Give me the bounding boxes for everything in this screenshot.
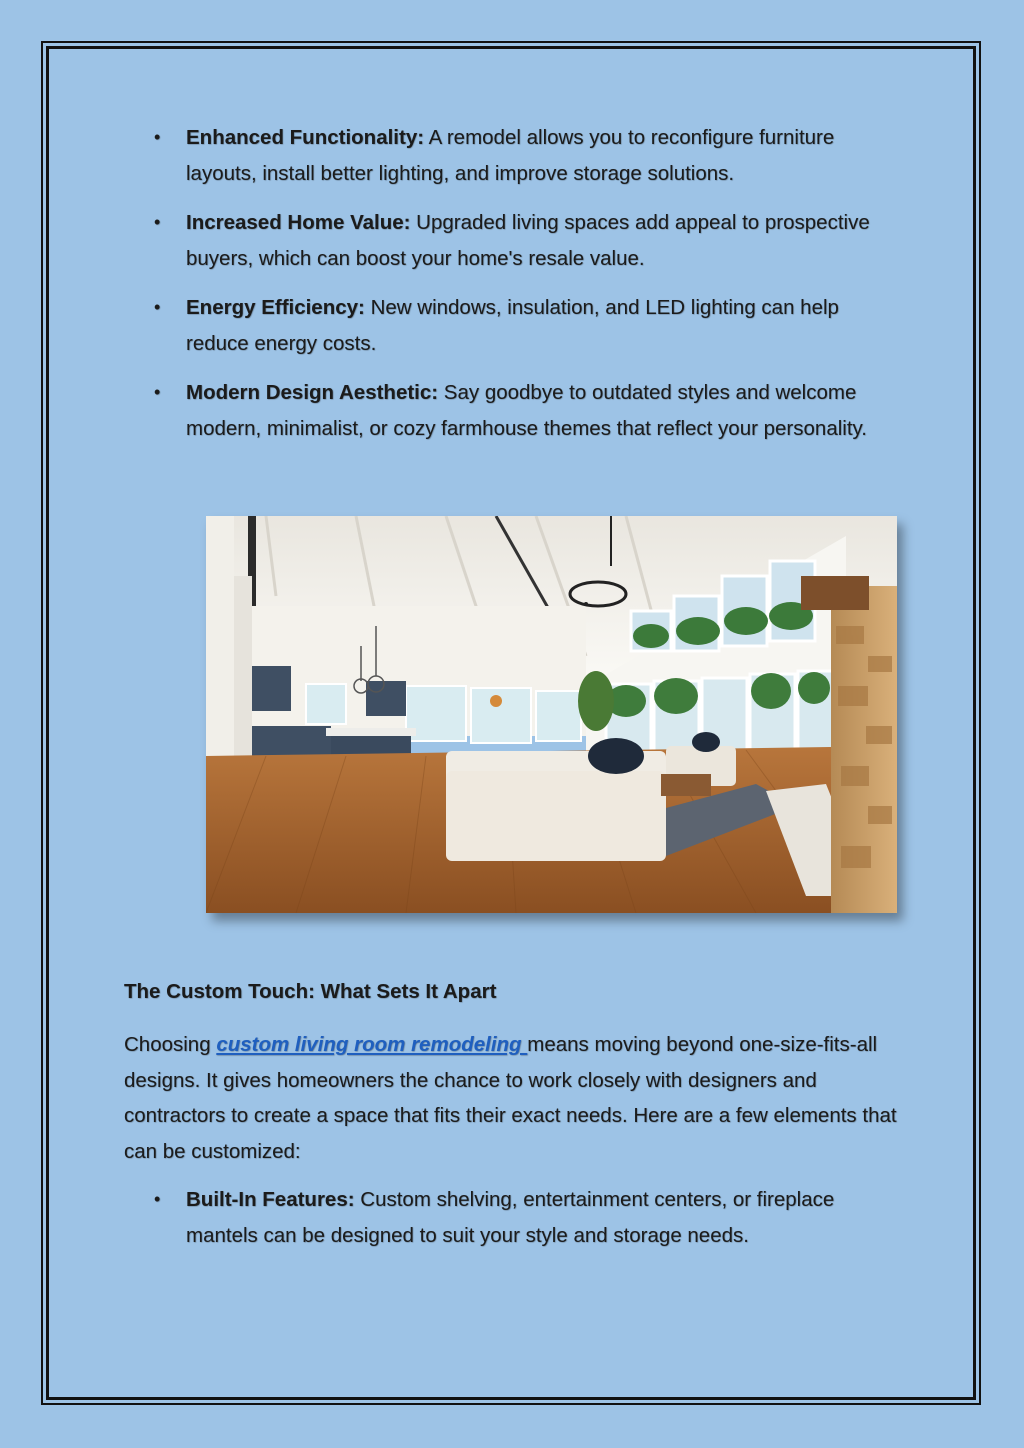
bullet-icon: • (154, 297, 161, 317)
list-item-built-in-features (124, 1182, 904, 1253)
bullet-icon: • (154, 1189, 161, 1209)
list-item-title: Built-In Features: (186, 1188, 355, 1211)
list-item-text: Custom shelving, entertainment centers, or fireplace mantels can be designed to suit your style and storage needs. (186, 1188, 835, 1247)
list-item-modern-design (124, 375, 904, 446)
section-heading: The Custom Touch: What Sets It Apart (124, 980, 497, 1003)
bullet-icon: • (154, 382, 161, 402)
bullet-icon: • (154, 212, 161, 232)
list-item-text: A remodel allows you to reconfigure furniture layouts, install better lighting, and improve storage solutions. (186, 126, 835, 185)
benefits-list-container (124, 120, 904, 460)
intro-paragraph (124, 1027, 904, 1169)
list-item-energy-efficiency (124, 290, 904, 361)
list-item-increased-home-value (124, 205, 904, 276)
custom-features-list (124, 1182, 904, 1253)
list-item-text: Upgraded living spaces add appeal to prospective buyers, which can boost your home's resale value. (186, 211, 870, 270)
benefits-list (124, 120, 904, 446)
list-item-enhanced-functionality (124, 120, 904, 191)
living-room-photo (206, 516, 897, 913)
paragraph-suffix: means moving beyond one-size-fits-all designs. It gives homeowners the chance to work closely with designers and contractors to create a space that fits their exact needs. Here are a few elements that can be customized: (124, 1033, 897, 1163)
paragraph-prefix: Choosing (124, 1033, 217, 1056)
list-item-title: Modern Design Aesthetic: (186, 381, 439, 404)
list-item-text: New windows, insulation, and LED lighting can help reduce energy costs. (186, 296, 839, 355)
custom-remodeling-link[interactable]: custom living room remodeling (216, 1033, 528, 1056)
list-item-title: Enhanced Functionality: (186, 126, 425, 149)
list-item-text: Say goodbye to outdated styles and welcome modern, minimalist, or cozy farmhouse themes that reflect your personality. (186, 381, 867, 440)
bullet-icon: • (154, 127, 161, 147)
custom-features-list-container (124, 1182, 904, 1267)
list-item-title: Energy Efficiency: (186, 296, 365, 319)
list-item-title: Increased Home Value: (186, 211, 411, 234)
